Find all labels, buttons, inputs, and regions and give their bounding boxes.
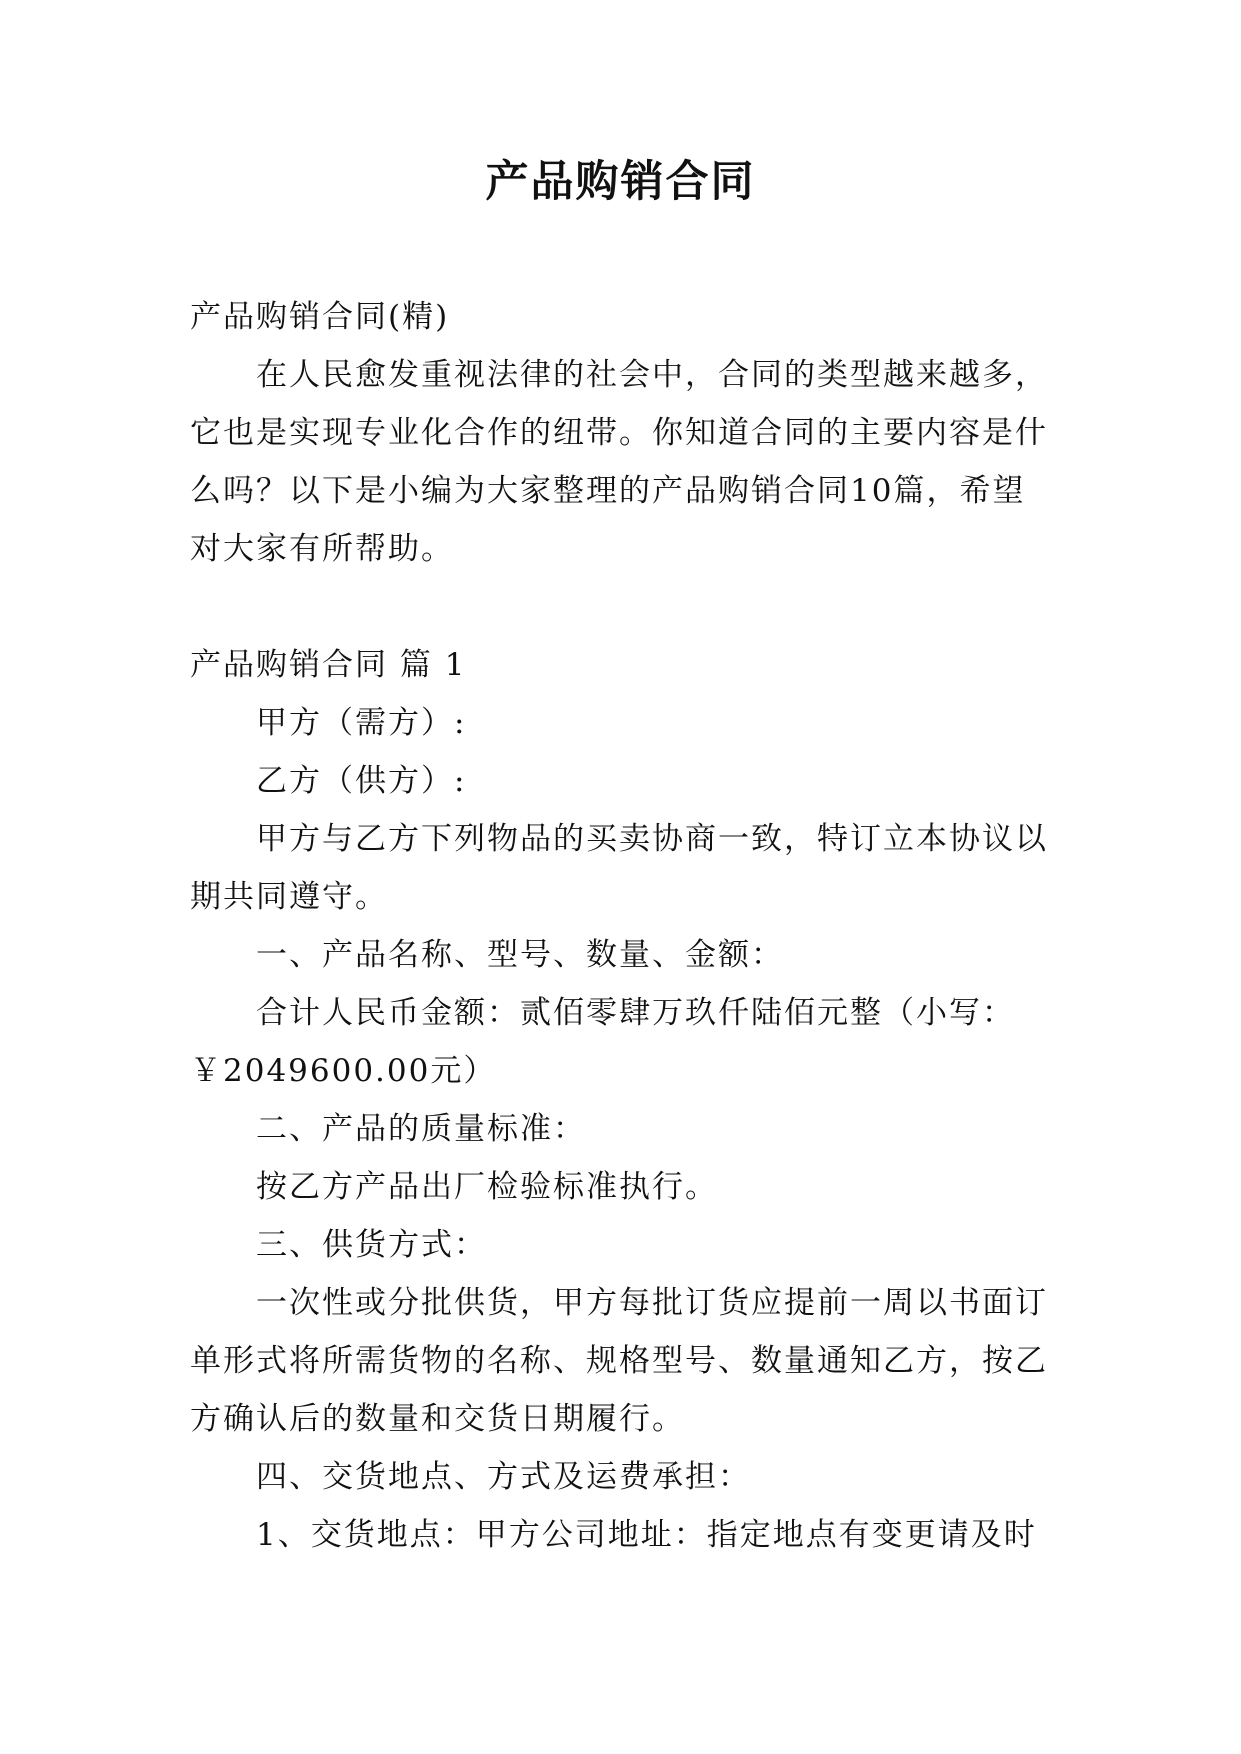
- party-b-line: 乙方（供方）:: [256, 763, 467, 799]
- amount-line: ￥2049600.00元）: [190, 1053, 497, 1089]
- clause-2-text: 按乙方产品出厂检验标准执行。: [256, 1169, 718, 1205]
- section-heading: 产品购销合同 篇 1: [190, 647, 467, 683]
- amount-line: 合计人民币金额：贰佰零肆万玖仟陆佰元整（小写：: [256, 995, 1015, 1031]
- agreement-line: 甲方与乙方下列物品的买卖协商一致，特订立本协议以: [256, 821, 1048, 857]
- clause-3-line: 单形式将所需货物的名称、规格型号、数量通知乙方，按乙: [190, 1343, 1048, 1379]
- intro-line: 在人民愈发重视法律的社会中，合同的类型越来越多，: [256, 357, 1048, 393]
- clause-3-line: 一次性或分批供货，甲方每批订货应提前一周以书面订: [256, 1285, 1048, 1321]
- clause-4-item-1: 1、交货地点：甲方公司地址：指定地点有变更请及时: [256, 1517, 1037, 1553]
- intro-line: 么吗？以下是小编为大家整理的产品购销合同10篇，希望: [190, 473, 1026, 509]
- document-body: [190, 288, 1052, 1564]
- clause-3-heading: 三、供货方式：: [256, 1227, 487, 1263]
- agreement-line: 期共同遵守。: [190, 879, 388, 915]
- clause-4-heading: 四、交货地点、方式及运费承担：: [256, 1459, 751, 1495]
- party-a-line: 甲方（需方）:: [256, 705, 467, 741]
- intro-line: 对大家有所帮助。: [190, 531, 454, 567]
- document-title: 产品购销合同: [485, 157, 756, 207]
- paragraph-gap: [190, 578, 1052, 636]
- clause-2-heading: 二、产品的质量标准：: [256, 1111, 586, 1147]
- clause-1-heading: 一、产品名称、型号、数量、金额：: [256, 937, 784, 973]
- clause-3-line: 方确认后的数量和交货日期履行。: [190, 1401, 685, 1437]
- intro-line: 它也是实现专业化合作的纽带。你知道合同的主要内容是什: [190, 415, 1048, 451]
- document-subtitle: 产品购销合同(精): [190, 299, 450, 335]
